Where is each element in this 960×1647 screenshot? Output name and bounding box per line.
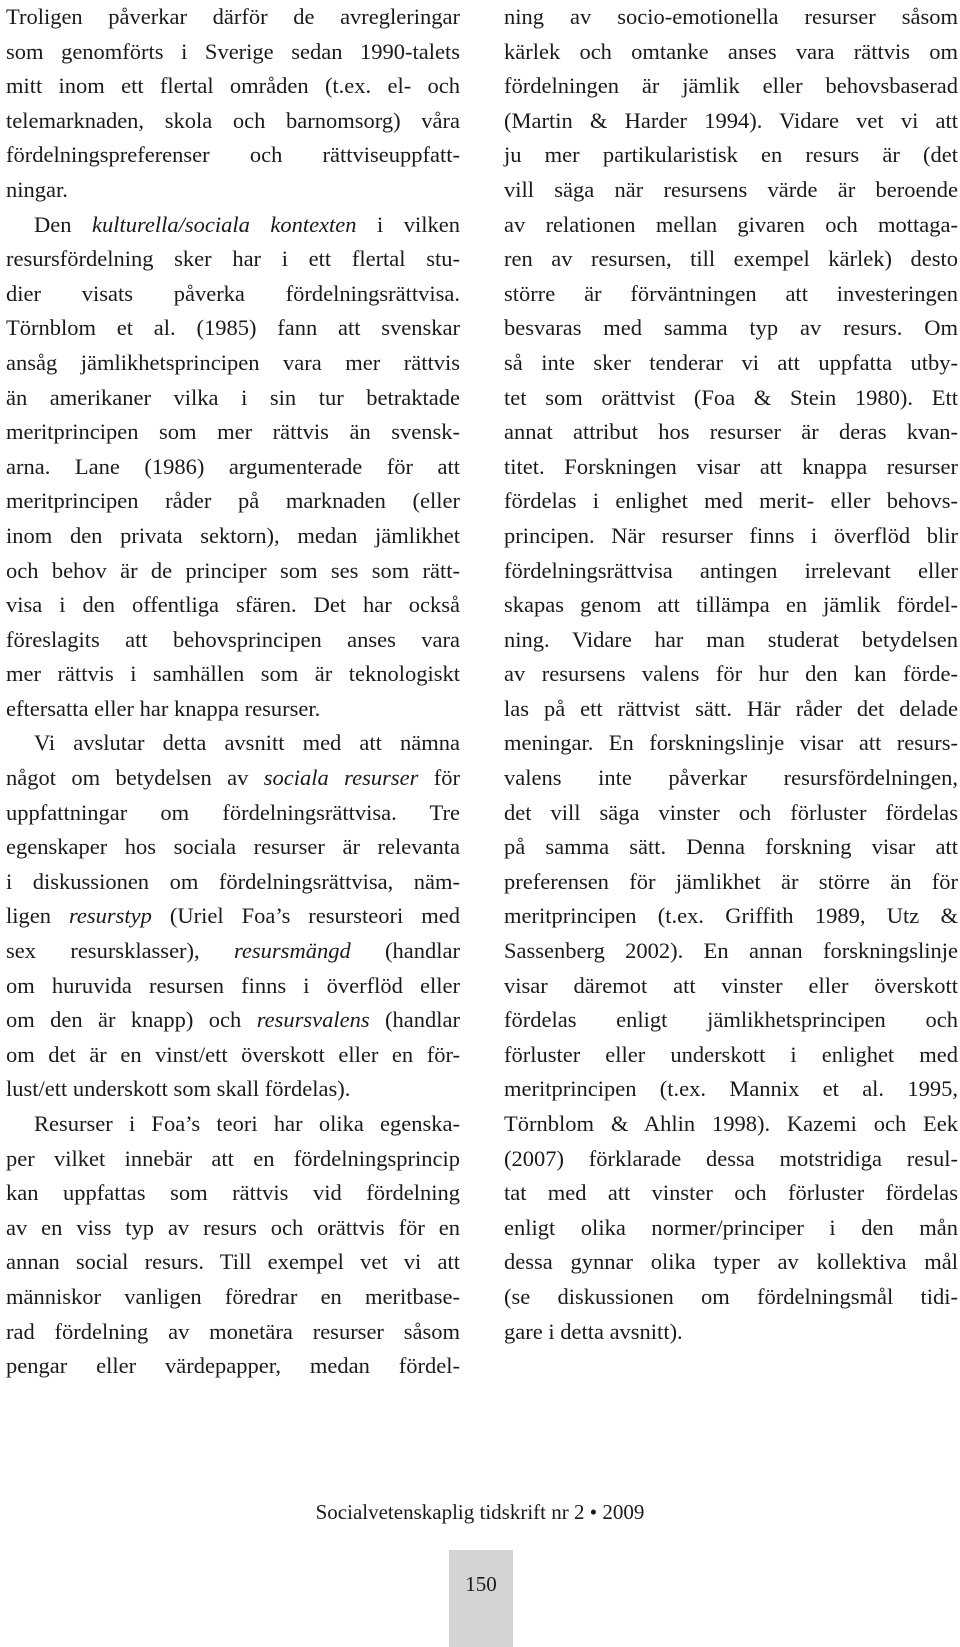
text-line: mitt inom ett flertal områden (t.ex. el- och bbox=[6, 73, 460, 99]
text-line: föreslagits att behovsprincipen anses vara bbox=[6, 626, 460, 652]
text-line: Den kulturella/sociala kontexten i vilken bbox=[34, 211, 460, 237]
text-line: las på ett rättvist sätt. Här råder det delade bbox=[504, 695, 958, 721]
text-line: tat med att vinster och förluster fördelas bbox=[504, 1180, 958, 1206]
text-line: Sassenberg 2002). En annan forskningslinje bbox=[504, 938, 958, 964]
text-line: resursfördelning sker har i ett flertal stu- bbox=[6, 246, 460, 272]
text-line: sex resursklasser), resursmängd (handlar bbox=[6, 938, 461, 964]
text-line: skapas genom att tillämpa en jämlik fördel- bbox=[504, 592, 958, 618]
text-line: fördelningspreferenser och rättviseuppfatt- bbox=[6, 142, 460, 168]
text-line: (2007) förklarade dessa motstridiga resul- bbox=[504, 1145, 958, 1171]
text-line: (se diskussionen om fördelningsmål tidi- bbox=[504, 1283, 958, 1309]
text-line: enligt olika normer/principer i den mån bbox=[504, 1214, 958, 1240]
text-line: större är förväntningen att investeringen bbox=[504, 280, 958, 306]
text-line: fördelas i enlighet med merit- eller behovs- bbox=[504, 488, 958, 514]
text-line: Resurser i Foa’s teori har olika egenska- bbox=[34, 1111, 460, 1136]
text-line: meningar. En forskningslinje visar att resurs- bbox=[504, 730, 958, 756]
text-line: mer rättvis i samhällen som är teknologiskt bbox=[6, 661, 460, 687]
text-line: förluster eller underskott i enlighet med bbox=[504, 1041, 958, 1067]
text-line: egenskaper hos sociala resurser är relevanta bbox=[6, 834, 460, 860]
text-line: Törnblom et al. (1985) fann att svenskar bbox=[6, 315, 460, 341]
text-line: eftersatta eller har knappa resurser. bbox=[6, 695, 321, 721]
text-line: det vill säga vinster och förluster fördelas bbox=[504, 799, 958, 825]
text-line: telemarknaden, skola och barnomsorg) våra bbox=[6, 107, 460, 133]
text-line: fördelas enligt jämlikhetsprincipen och bbox=[504, 1007, 958, 1033]
page-number-box bbox=[449, 1550, 513, 1647]
text-line: meritprincipen (t.ex. Griffith 1989, Utz & bbox=[504, 903, 958, 929]
text-line: per vilket innebär att en fördelningsprincip bbox=[6, 1145, 460, 1171]
text-line: besvaras med samma typ av resurs. Om bbox=[504, 315, 958, 341]
text-line: Troligen påverkar därför de avregleringar bbox=[6, 4, 460, 29]
text-line: fördelningsrättvisa antingen irrelevant eller bbox=[504, 557, 958, 583]
text-line: ju mer partikularistisk en resurs är (det bbox=[504, 142, 958, 168]
text-line: rad fördelning av monetära resurser såsom bbox=[6, 1318, 460, 1344]
text-line: kärlek och omtanke anses vara rättvis om bbox=[504, 38, 958, 64]
text-line: inom den privata sektorn), medan jämlikhet bbox=[6, 522, 460, 548]
text-line: fördelningen är jämlik eller behovsbaserad bbox=[504, 73, 958, 99]
text-line: av resursens valens för hur den kan förde- bbox=[504, 661, 958, 687]
text-line: titet. Forskningen visar att knappa resurser bbox=[504, 453, 958, 479]
text-line: annan social resurs. Till exempel vet vi att bbox=[6, 1249, 460, 1275]
text-line: av en viss typ av resurs och orättvis för en bbox=[6, 1214, 460, 1240]
text-line: valens inte påverkar resursfördelningen, bbox=[504, 765, 958, 791]
text-line: principen. När resurser finns i överflöd blir bbox=[504, 522, 958, 548]
page-number: 150 bbox=[465, 1572, 497, 1596]
text-line: ligen resurstyp (Uriel Foa’s resursteori med bbox=[6, 903, 460, 929]
text-line: vill säga när resursens värde är beroende bbox=[504, 176, 958, 202]
text-line: lust/ett underskott som skall fördelas). bbox=[6, 1076, 351, 1102]
text-line: meritprincipen som mer rättvis än svensk- bbox=[6, 419, 460, 445]
text-line: meritprincipen (t.ex. Mannix et al. 1995, bbox=[504, 1076, 958, 1102]
text-line: arna. Lane (1986) argumenterade för att bbox=[6, 453, 460, 479]
text-line: i diskussionen om fördelningsrättvisa, näm- bbox=[6, 868, 460, 894]
text-line: visar däremot att vinster eller överskott bbox=[504, 972, 958, 998]
text-line: pengar eller värdepapper, medan fördel- bbox=[6, 1353, 460, 1379]
text-line: och behov är de principer som ses som rätt- bbox=[6, 557, 460, 583]
text-line: ningar. bbox=[6, 176, 68, 202]
text-line: annat attribut hos resurser är deras kvan- bbox=[504, 419, 958, 445]
text-line: kan uppfattas som rättvis vid fördelning bbox=[6, 1180, 460, 1206]
text-line: Törnblom & Ahlin 1998). Kazemi och Eek bbox=[504, 1111, 958, 1136]
text-line: än amerikaner vilka i sin tur betraktade bbox=[6, 384, 460, 410]
text-line: något om betydelsen av sociala resurser för bbox=[6, 765, 460, 791]
left-text-column bbox=[6, 0, 460, 1384]
text-line: visa i den offentliga sfären. Det har också bbox=[6, 592, 460, 618]
text-line: om huruvida resursen finns i överflöd eller bbox=[6, 972, 460, 998]
text-line: på samma sätt. Denna forskning visar att bbox=[504, 834, 958, 860]
text-line: uppfattningar om fördelningsrättvisa. Tre bbox=[6, 799, 460, 825]
text-line: människor vanligen föredrar en meritbase- bbox=[6, 1283, 460, 1309]
text-line: ning. Vidare har man studerat betydelsen bbox=[504, 626, 958, 652]
journal-footer: Socialvetenskaplig tidskrift nr 2 • 2009 bbox=[315, 1500, 645, 1524]
text-line: dier visats påverka fördelningsrättvisa. bbox=[6, 280, 460, 306]
text-line: dessa gynnar olika typer av kollektiva mål bbox=[504, 1249, 958, 1275]
text-line: preferensen för jämlikhet är större än för bbox=[504, 868, 958, 894]
text-line: tet som orättvist (Foa & Stein 1980). Ett bbox=[504, 384, 958, 410]
text-line: ning av socio-emotionella resurser såsom bbox=[504, 4, 958, 29]
text-line: ansåg jämlikhetsprincipen vara mer rättvis bbox=[6, 349, 460, 375]
text-line: (Martin & Harder 1994). Vidare vet vi att bbox=[504, 107, 958, 133]
text-line: gare i detta avsnitt). bbox=[504, 1318, 683, 1344]
text-line: av relationen mellan givaren och mottaga- bbox=[504, 211, 958, 237]
text-line: så inte sker tenderar vi att uppfatta utby- bbox=[504, 349, 958, 375]
right-text-column bbox=[504, 0, 958, 1349]
text-line: om det är en vinst/ett överskott eller en för- bbox=[6, 1041, 460, 1067]
text-line: Vi avslutar detta avsnitt med att nämna bbox=[34, 730, 460, 756]
text-line: ren av resursen, till exempel kärlek) desto bbox=[504, 246, 958, 272]
text-line: meritprincipen råder på marknaden (eller bbox=[6, 488, 460, 514]
text-line: om den är knapp) och resursvalens (handlar bbox=[6, 1007, 460, 1033]
text-line: som genomförts i Sverige sedan 1990-talets bbox=[6, 38, 460, 64]
